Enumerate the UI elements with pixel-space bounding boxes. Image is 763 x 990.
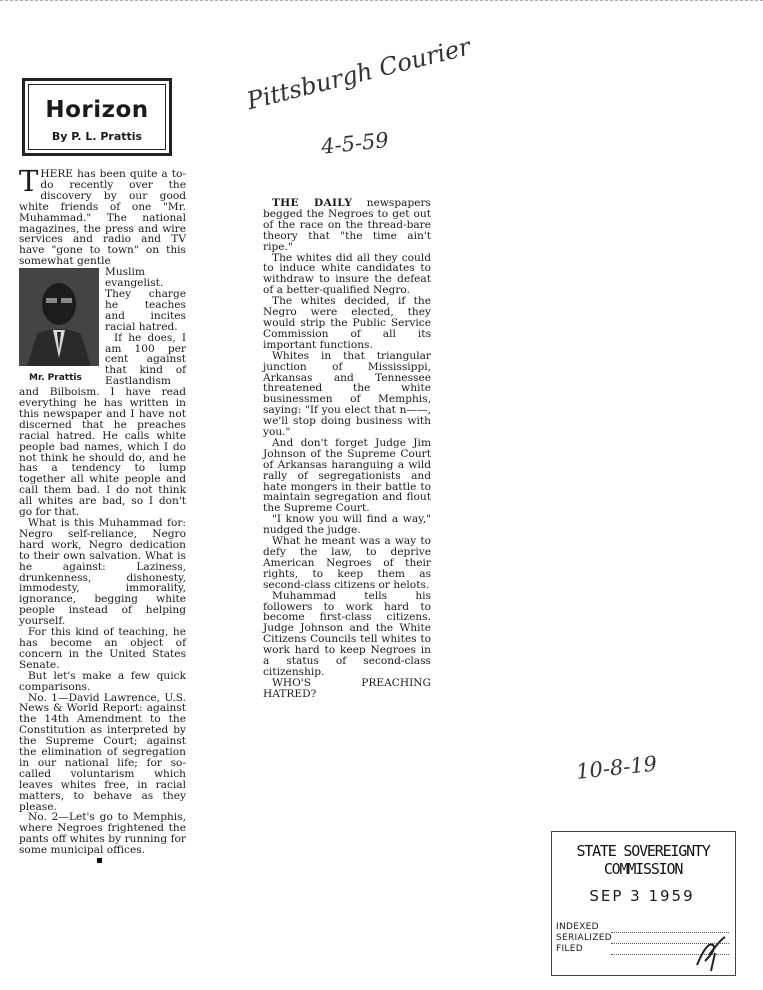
column-title: Horizon	[45, 97, 149, 123]
paragraph-9: The whites did all they could to induce white candidates to withdraw to insure the defeat of a better-qualified Negro.	[263, 251, 431, 297]
paragraph-13: "I know you will find a way," nudged the judge.	[263, 513, 431, 537]
author-portrait-image	[19, 268, 99, 366]
paragraph-12: And don't forget Judge Jim Johnson of the Supreme Court of Arkansas haranguing a wild rally of segregationists and hate mongers in their battle to maintain segregation and flout the Supreme Court.	[263, 436, 431, 515]
closing-question: WHO'S PREACHING HATRED?	[263, 676, 431, 700]
paragraph-10: The whites decided, if the Negro were elected, they would strip the Public Service Commission of all its important functions.	[263, 295, 431, 351]
author-photo	[19, 268, 100, 384]
paragraph-1	[19, 164, 186, 268]
stamp-indexed-label: INDEXED	[556, 922, 599, 932]
commission-stamp	[551, 831, 736, 976]
paragraph-11: Whites in that triangular junction of Mississippi, Arkansas and Tennessee threatened the white businessmen of Memphis, saying: "If you elect that n——, we'll stop doing business with you."	[263, 349, 431, 439]
article-column-left	[19, 164, 186, 863]
article-column-right	[263, 198, 431, 700]
paragraph-2: If he does, I am 100 per cent against that kind of Eastlandism and Bilboism. I have read everything he has written in this newspaper and I have not discerned that he preaches racial hatred. He calls white people bad names, which I do not think he should do, and he has a tendency to lump together all white people and call them bad. I do not think all whites are bad, so I don't go for that.	[19, 331, 186, 519]
handwritten-reference: 10-8-19	[575, 751, 659, 784]
paragraph-1-text: HERE has been quite a to-do recently over the discovery by our good white friends of one "Mr. Muhammad." The national magazines, the press and wire services and radio and TV have "gone to town" on this somewhat gentle	[19, 168, 186, 268]
stamp-header: STATE SOVEREIGNTY COMMISSION	[576, 842, 710, 878]
paragraph-15: Muhammad tells his followers to work hard to become first-class citizens. Judge Johnson and the White Citizens Councils tell whites to work hard to keep Negroes in a status of second-class citizenship.	[263, 589, 431, 678]
handwritten-date: 4-5-59	[320, 127, 390, 159]
initials-mark	[691, 931, 731, 973]
photo-caption: Mr. Prattis	[29, 373, 82, 384]
page-edge	[0, 0, 763, 1]
end-mark	[97, 858, 102, 863]
paragraph-5: But let's make a few quick comparisons.	[19, 669, 186, 693]
stamp-serialized-label: SERIALIZED	[556, 933, 612, 943]
paragraph-6: No. 1—David Lawrence, U.S. News & World Report: against the 14th Amendment to the Constitution as interpreted by the Supreme Court; against the elimination of segregation in our national life; for so-called voluntarism which leaves whites free, in racial matters, to behave as they please.	[19, 691, 186, 813]
masthead-inner-frame	[28, 84, 166, 150]
stamp-filed-label: FILED	[556, 944, 583, 954]
paragraph-8	[263, 198, 431, 253]
paragraph-1-continued: Muslim evangelist. They charge he teaches and incites racial hatred.	[105, 266, 186, 333]
paragraph-14: What he meant was a way to defy the law, to deprive American Negroes of their rights, to keep them as second-class citizens or helots.	[263, 535, 431, 591]
paragraph-7: No. 2—Let's go to Memphis, where Negroes frightened the pants off whites by running for some municipal offices.	[19, 811, 186, 857]
paragraph-8-text: newspapers begged the Negroes to get out of the race on the thread-bare theory that "the time ain't ripe."	[263, 197, 431, 253]
column-masthead	[22, 78, 172, 156]
stamp-date: SEP 3 1959	[589, 887, 695, 905]
paragraph-3: What is this Muhammad for: Negro self-reliance, Negro hard work, Negro dedication to their own salvation. What is he against: Laziness, drunkenness, dishonesty, immodesty, immorality, ignorance, begging white people instead of helping yourself.	[19, 517, 186, 628]
lead-in: THE DAILY	[272, 197, 353, 209]
column-byline: By P. L. Prattis	[51, 130, 143, 143]
paragraph-4: For this kind of teaching, he has become an object of concern in the United States Senate.	[19, 626, 186, 671]
drop-cap: T	[19, 164, 39, 198]
handwritten-paper-name: Pittsburgh Courier	[244, 32, 474, 116]
